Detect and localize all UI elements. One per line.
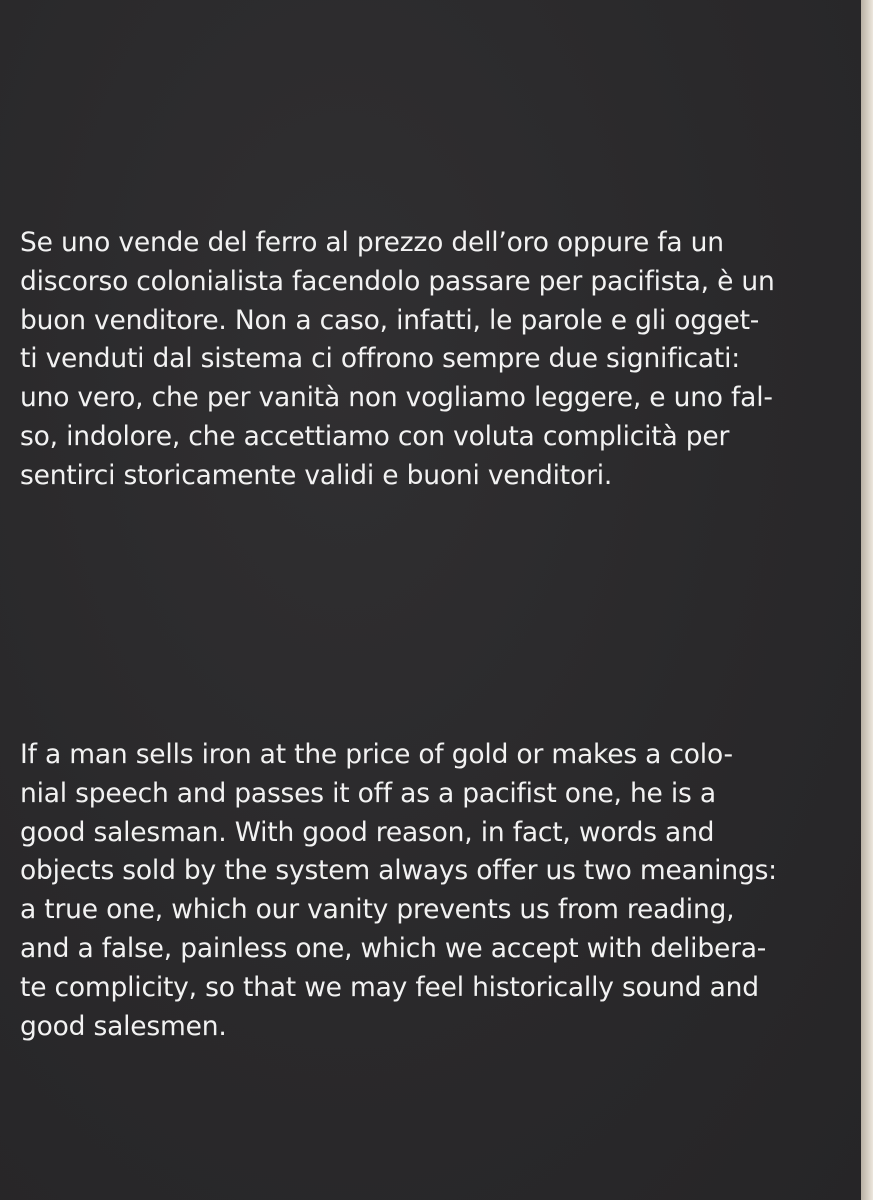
italian-line: buon venditore. Non a caso, infatti, le parole e gli ogget- — [20, 304, 760, 336]
english-line: objects sold by the system always offer us two meanings: — [20, 855, 777, 887]
english-line: and a false, painless one, which we accept with delibera- — [20, 932, 767, 964]
italian-line: uno vero, che per vanità non vogliamo leggere, e uno fal- — [20, 382, 773, 414]
english-line: te complicity, so that we may feel historically sound and — [20, 971, 759, 1003]
italian-paragraph — [20, 224, 861, 496]
italian-line: discorso colonialista facendolo passare per pacifista, è un — [20, 265, 775, 297]
english-line: nial speech and passes it off as a pacifist one, he is a — [20, 777, 716, 809]
english-line: good salesman. With good reason, in fact, words and — [20, 816, 715, 848]
english-paragraph — [20, 736, 861, 1046]
italian-line: ti venduti dal sistema ci offrono sempre due significati: — [20, 343, 740, 375]
english-line: a true one, which our vanity prevents us from reading, — [20, 894, 735, 926]
italian-line: sentirci storicamente validi e buoni venditori. — [20, 459, 613, 491]
italian-line: Se uno vende del ferro al prezzo dell’oro oppure fa un — [20, 227, 724, 258]
italian-line: so, indolore, che accettiamo con voluta complicità per — [20, 420, 730, 452]
english-line: good salesmen. — [20, 1010, 227, 1042]
page-edge — [861, 0, 873, 1200]
english-line: If a man sells iron at the price of gold or makes a colo- — [20, 739, 733, 770]
